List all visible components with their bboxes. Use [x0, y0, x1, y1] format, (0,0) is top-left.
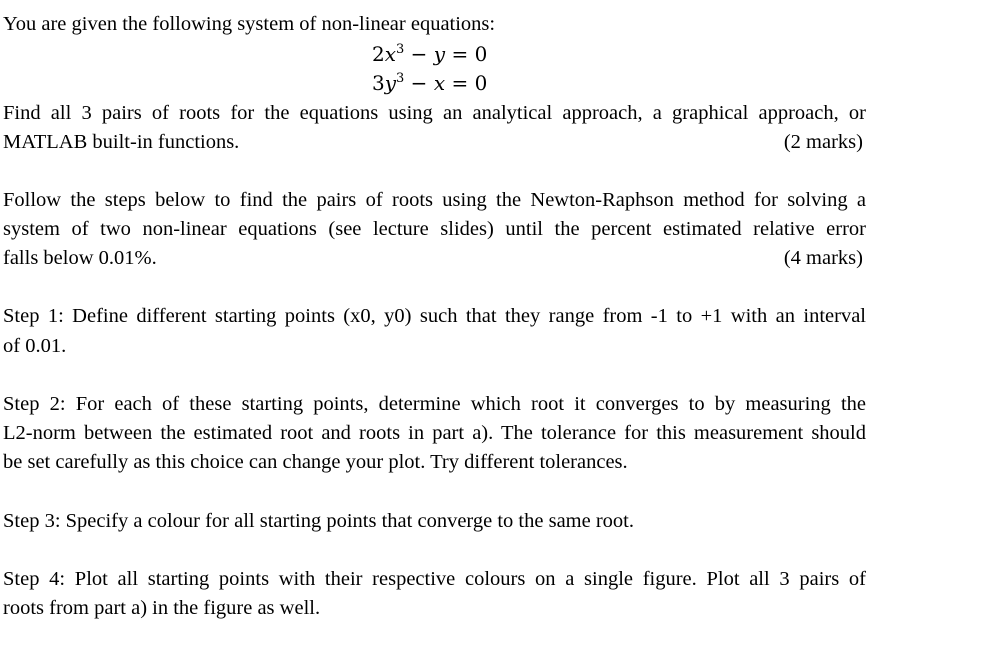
intro-text: You are given the following system of non-linear equations:: [3, 13, 496, 35]
step-4-line-1: Step 4: Plot all starting points with their respective colours on a single figure. Plot all 3 pairs of: [3, 568, 866, 590]
step-2-line-1: Step 2: For each of these starting points, determine which root it converges to by measuring the: [3, 393, 866, 415]
part-b-row-3: [3, 244, 863, 272]
eq1-rest-var: y: [433, 42, 446, 66]
step-3-line-1: Step 3: Specify a colour for all starting points that converge to the same root.: [3, 510, 634, 532]
step-2-line-2: L2-norm between the estimated root and roots in part a). The tolerance for this measurement should: [3, 422, 866, 444]
eq2-exp: 3: [396, 71, 405, 86]
step-1-line-2: of 0.01.: [3, 335, 67, 357]
part-a-line-2: MATLAB built-in functions.: [3, 131, 240, 153]
part-b-marks: (4 marks): [783, 247, 863, 269]
eq2-rest-var: x: [433, 71, 446, 95]
eq1-exp: 3: [396, 42, 405, 57]
part-b-line-2: system of two non-linear equations (see lecture slides) until the percent estimated relative error: [3, 218, 866, 240]
equation-2: $3y^3 - x = 0$: [372, 71, 488, 95]
part-b-line-1: Follow the steps below to find the pairs of roots using the Newton-Raphson method for solving a: [3, 189, 866, 211]
step-4-line-2: roots from part a) in the figure as well.: [3, 597, 321, 619]
part-a-marks: (2 marks): [783, 131, 863, 153]
eq1-var: x: [384, 42, 397, 66]
step-2-line-3: be set carefully as this choice can change your plot. Try different tolerances.: [3, 451, 628, 473]
step-1-line-1: Step 1: Define different starting points (x0, y0) such that they range from -1 to +1 with an interval: [3, 305, 866, 327]
eq1-coef: 2: [372, 42, 385, 66]
eq2-var: y: [384, 71, 397, 95]
part-a-line-1: Find all 3 pairs of roots for the equations using an analytical approach, a graphical approach, or: [3, 102, 866, 124]
eq2-rhs: 0: [474, 71, 488, 95]
eq1-rhs: 0: [474, 42, 488, 66]
part-b-line-3: falls below 0.01%.: [3, 247, 157, 269]
eq2-coef: 3: [372, 71, 385, 95]
part-a-row-2: [3, 128, 863, 156]
equation-1: $2x^3 - y = 0$: [372, 42, 488, 66]
